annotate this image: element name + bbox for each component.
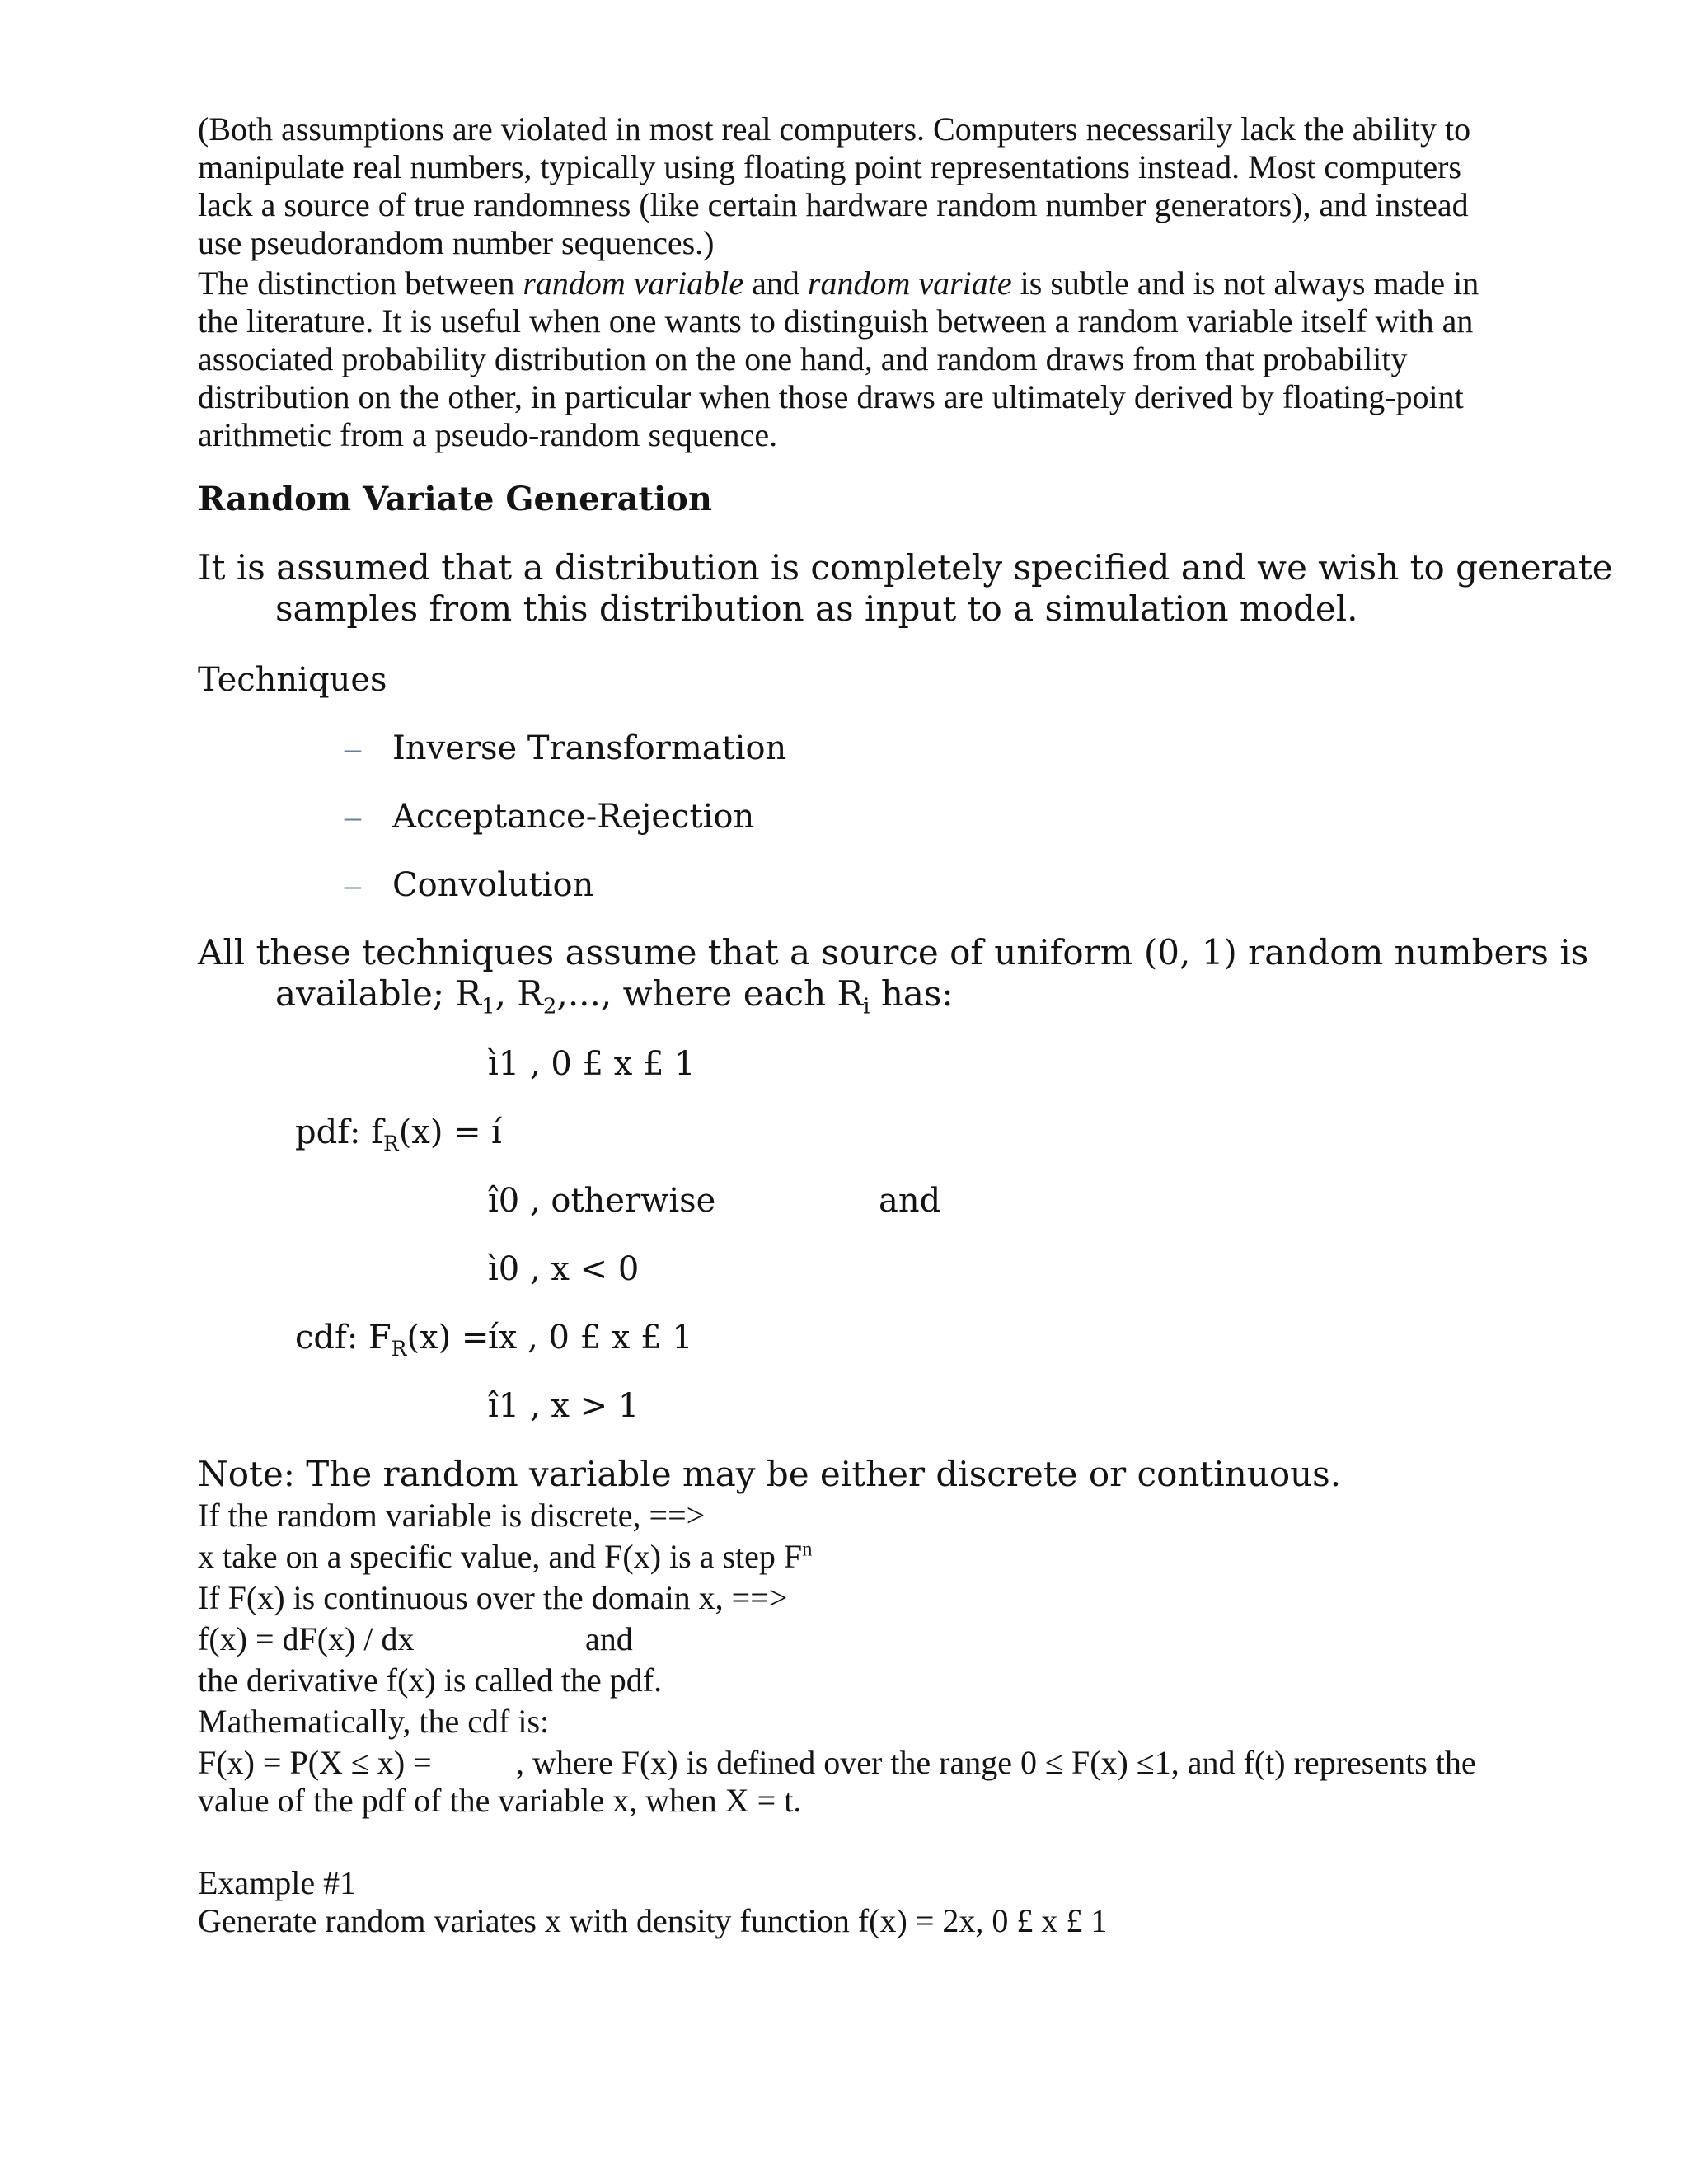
dash-bullet: –: [345, 798, 361, 835]
list-item: [345, 865, 594, 906]
pdf-row-3: î0 , otherwise: [488, 1182, 716, 1220]
text-run: is subtle and is not always made in: [1011, 265, 1479, 302]
text-run: ,..., where each R: [556, 973, 864, 1014]
section-heading: Random Variate Generation: [198, 480, 712, 518]
dash-bullet: –: [345, 729, 361, 766]
derivative-and: and: [585, 1620, 633, 1657]
discrete-line: If the random variable is discrete, ==>: [198, 1497, 706, 1534]
distinction-line-3: associated probability distribution on the one hand, and random draws from that probability: [198, 340, 1408, 377]
intro-line-3: lack a source of true randomness (like certain hardware random number generators), and instead: [198, 186, 1469, 223]
derivative-line: the derivative f(x) is called the pdf.: [198, 1661, 663, 1699]
text-run: and: [743, 265, 808, 302]
term-random-variate: random variate: [807, 265, 1012, 302]
pdf-brace-middle: í: [491, 1113, 502, 1151]
pdf-label: [295, 1112, 481, 1153]
text-run: has:: [870, 973, 954, 1014]
dash-bullet: –: [345, 866, 361, 903]
cdf-definition-line-a: F(x) = P(X ≤ x) =: [198, 1744, 432, 1781]
technique-acceptance-rejection: Acceptance-Rejection: [392, 798, 755, 836]
intro-line-2: manipulate real numbers, typically using floating point representations instead. Most computers: [198, 148, 1461, 185]
intro-line-4: use pseudorandom number sequences.): [198, 224, 715, 261]
distinction-line-1: [198, 265, 1479, 302]
text-run: pdf: f: [295, 1113, 384, 1151]
text-run: The distinction between: [198, 265, 523, 302]
subscript: 2: [542, 994, 557, 1019]
list-item: [345, 796, 755, 837]
text-run: (x) =: [398, 1113, 481, 1151]
derivative-equation: f(x) = dF(x) / dx: [198, 1620, 415, 1657]
cdf-definition-line-b: , where F(x) is defined over the range 0 ≤ F(x) ≤1, and f(t) represents the: [516, 1744, 1476, 1781]
distinction-line-5: arithmetic from a pseudo-random sequence.: [198, 416, 778, 453]
text-run: cdf: F: [295, 1319, 392, 1357]
distinction-line-2: the literature. It is useful when one wants to distinguish between a random variable itself with an: [198, 302, 1474, 340]
subscript: i: [863, 994, 870, 1019]
cdf-row-2: íx , 0 £ x £ 1: [488, 1319, 693, 1357]
cdf-label: [295, 1317, 490, 1361]
continuous-line: If F(x) is continuous over the domain x, ==>: [198, 1579, 788, 1616]
cdf-definition-line-c: value of the pdf of the variable x, when X = t.: [198, 1782, 802, 1819]
technique-convolution: Convolution: [392, 866, 594, 904]
techniques-label: Techniques: [198, 661, 387, 699]
text-run: , R: [495, 973, 543, 1014]
cdf-row-1: ì0 , x < 0: [488, 1250, 640, 1288]
subscript: 1: [481, 994, 495, 1019]
example-title: Example #1: [198, 1864, 357, 1901]
list-item: [345, 728, 787, 769]
step-function-line: [198, 1538, 813, 1576]
superscript: n: [802, 1538, 813, 1561]
subscript: R: [391, 1337, 407, 1361]
technique-inverse-transformation: Inverse Transformation: [392, 729, 787, 767]
assumed-line-2: samples from this distribution as input to a simulation model.: [275, 588, 1358, 629]
text-run: (x) =: [406, 1319, 490, 1357]
all-these-line-2: [275, 973, 954, 1019]
term-random-variable: random variable: [523, 265, 744, 302]
assumed-line-1: It is assumed that a distribution is completely specified and we wish to generate: [198, 547, 1613, 588]
pdf-and: and: [879, 1182, 941, 1220]
text-run: available; R: [275, 973, 482, 1014]
math-cdf-line: Mathematically, the cdf is:: [198, 1703, 550, 1740]
distinction-line-4: distribution on the other, in particular when those draws are ultimately derived by floating-point: [198, 378, 1464, 415]
text-run: x take on a specific value, and F(x) is a step F: [198, 1538, 803, 1575]
subscript: R: [383, 1132, 399, 1155]
intro-line-1: (Both assumptions are violated in most real computers. Computers necessarily lack the ability to: [198, 110, 1471, 148]
pdf-row-1: ì1 , 0 £ x £ 1: [488, 1045, 696, 1083]
example-body: Generate random variates x with density function f(x) = 2x, 0 £ x £ 1: [198, 1902, 1108, 1939]
cdf-row-3: î1 , x > 1: [488, 1387, 640, 1425]
note-line: Note: The random variable may be either discrete or continuous.: [198, 1454, 1342, 1494]
all-these-line-1: All these techniques assume that a source of uniform (0, 1) random numbers is: [198, 932, 1589, 972]
